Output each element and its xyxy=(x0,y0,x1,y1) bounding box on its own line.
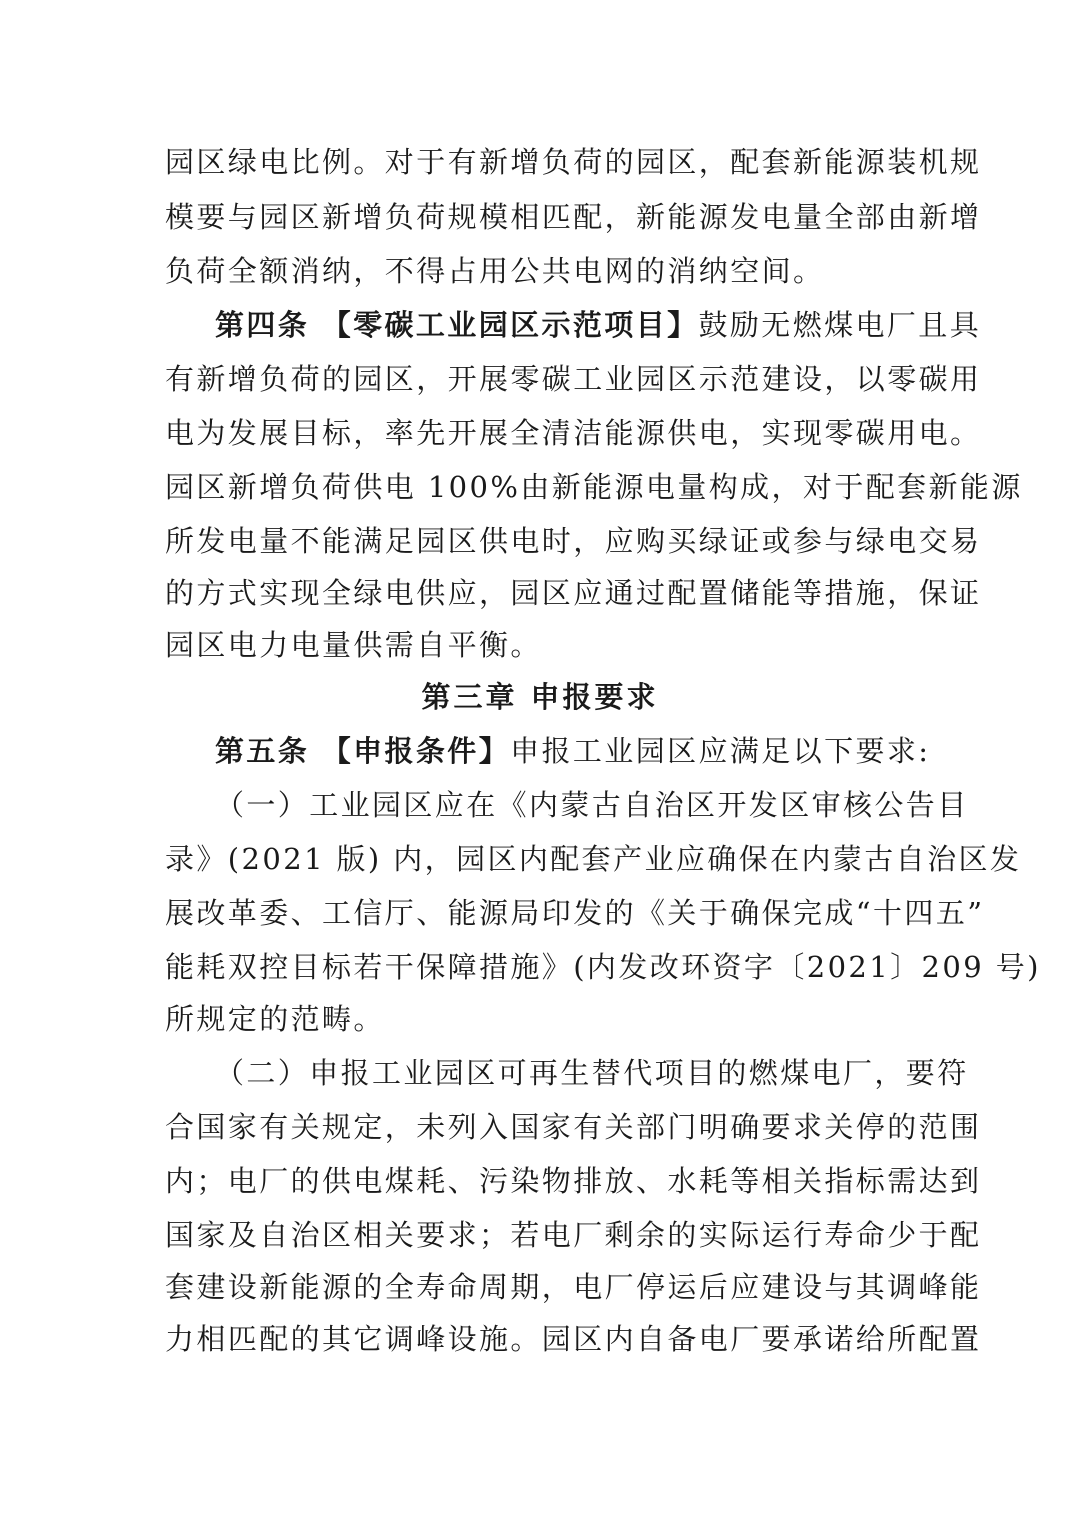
text-line: 所发电量不能满足园区供电时，应购买绿证或参与绿电交易 xyxy=(165,524,982,558)
text-line: 园区新增负荷供电 100%由新能源电量构成，对于配套新能源 xyxy=(165,470,1023,504)
text-line: 合国家有关规定，未列入国家有关部门明确要求关停的范围 xyxy=(165,1110,982,1144)
text-line: 力相匹配的其它调峰设施。园区内自备电厂要承诺给所配置 xyxy=(165,1322,982,1356)
article-5-label: 第五条 【申报条件】 xyxy=(215,734,511,768)
item-1-first-line: （一）工业园区应在《内蒙古自治区开发区审核公告目 xyxy=(215,788,969,822)
text-line: 负荷全额消纳，不得占用公共电网的消纳空间。 xyxy=(165,254,825,288)
text-line: 套建设新能源的全寿命周期，电厂停运后应建设与其调峰能 xyxy=(165,1270,982,1304)
text-line: 所规定的范畴。 xyxy=(165,1002,385,1036)
item-2-first-line: （二）申报工业园区可再生替代项目的燃煤电厂，要符 xyxy=(215,1056,969,1090)
text-line: 电为发展目标，率先开展全清洁能源供电，实现零碳用电。 xyxy=(165,416,982,450)
text-line: 园区电力电量供需自平衡。 xyxy=(165,628,542,662)
text-line: 有新增负荷的园区，开展零碳工业园区示范建设，以零碳用 xyxy=(165,362,982,396)
chapter-3-heading: 第三章 申报要求 xyxy=(421,680,659,714)
text-line: 展改革委、工信厅、能源局印发的《关于确保完成“十四五” xyxy=(165,896,985,930)
text-line: 模要与园区新增负荷规模相匹配，新能源发电量全部由新增 xyxy=(165,200,982,234)
text-line: 的方式实现全绿电供应，园区应通过配置储能等措施，保证 xyxy=(165,576,982,610)
text-line: 内；电厂的供电煤耗、污染物排放、水耗等相关指标需达到 xyxy=(165,1164,982,1198)
article-4-first-line xyxy=(215,299,982,351)
article-4-label: 第四条 【零碳工业园区示范项目】 xyxy=(215,308,699,342)
text-line: 录》(2021 版) 内，园区内配套产业应确保在内蒙古自治区发 xyxy=(165,842,1022,876)
text-line: 国家及自治区相关要求；若电厂剩余的实际运行寿命少于配 xyxy=(165,1218,982,1252)
text-line: 园区绿电比例。对于有新增负荷的园区，配套新能源装机规 xyxy=(165,145,982,179)
article-5-line xyxy=(215,725,931,777)
text-line: 能耗双控目标若干保障措施》(内发改环资字〔2021〕209 号) xyxy=(165,950,1041,984)
article-5-text: 申报工业园区应满足以下要求: xyxy=(510,734,931,768)
article-4-text: 鼓励无燃煤电厂且具 xyxy=(698,308,982,342)
